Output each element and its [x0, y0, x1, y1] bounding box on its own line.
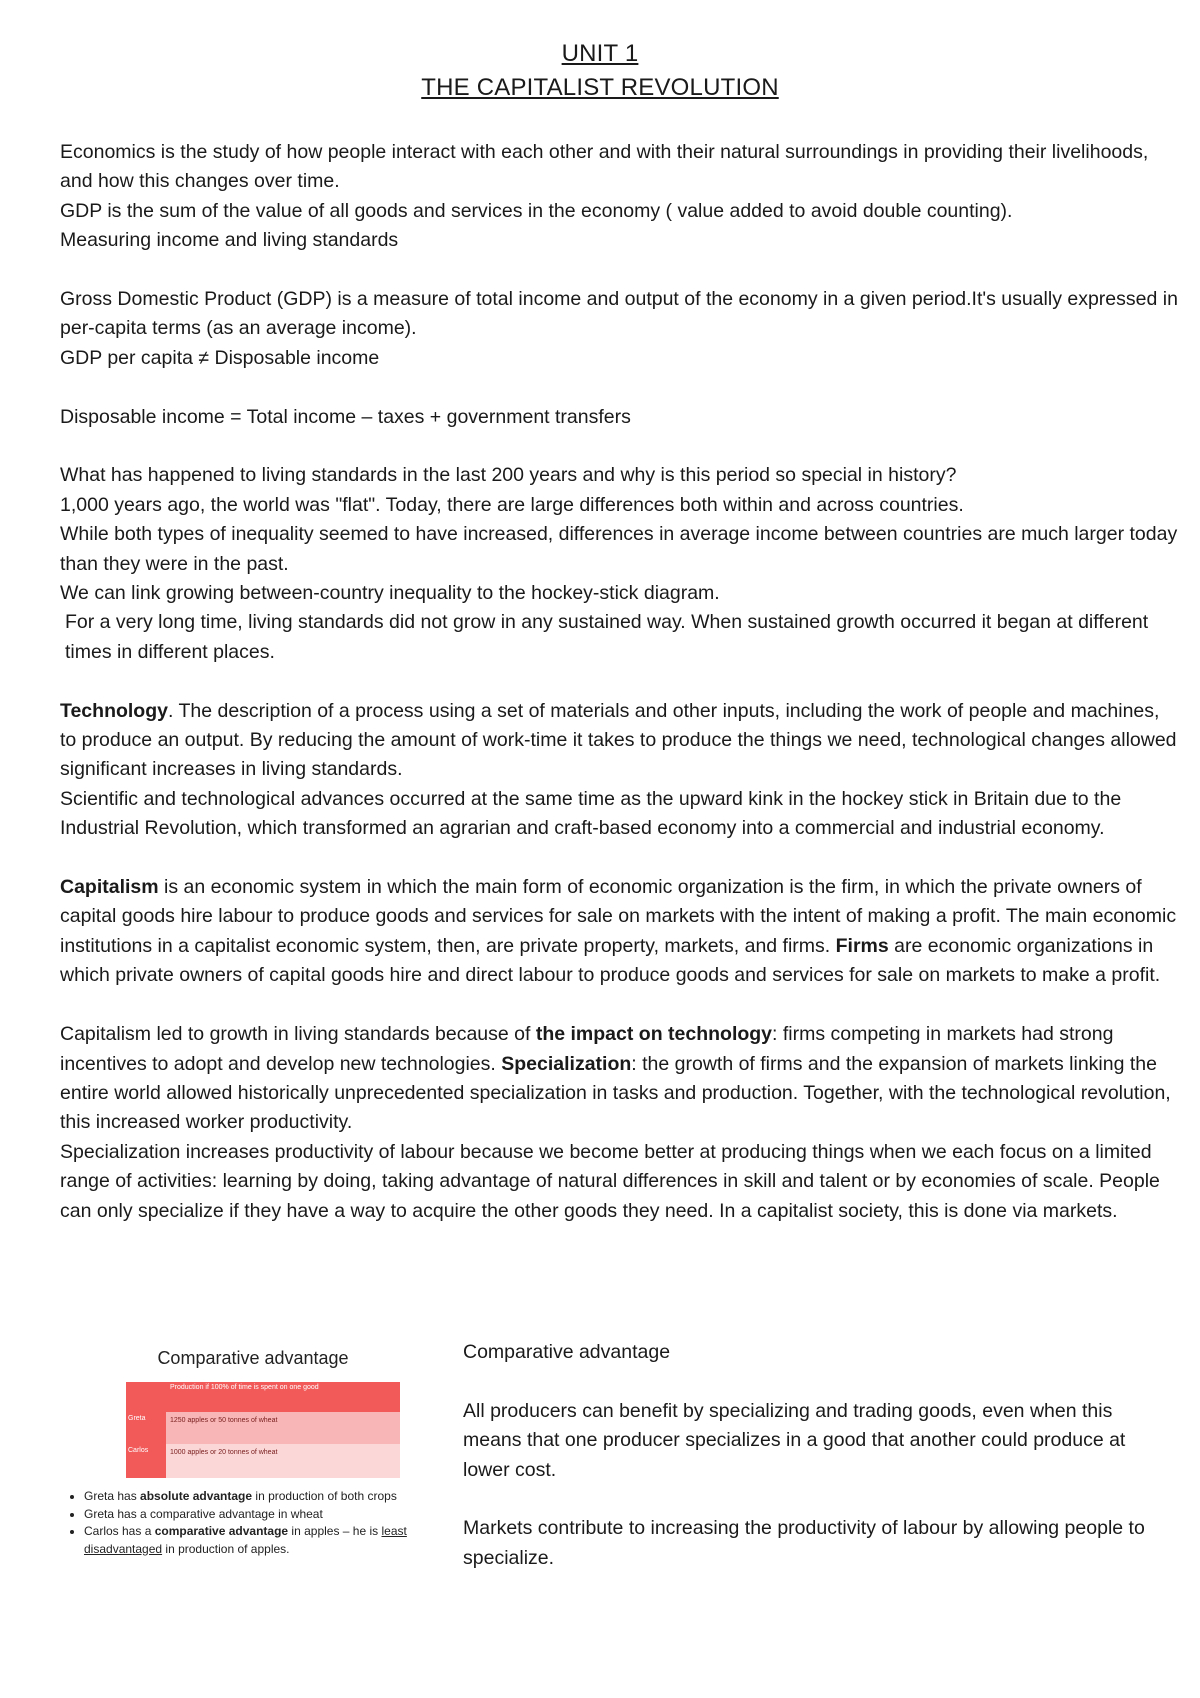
row-label-greta: Greta [128, 1415, 146, 1422]
capitalism-paragraph [60, 873, 1180, 991]
history-question: What has happened to living standards in the last 200 years and why is this period so special in history? [60, 464, 957, 487]
bullet-text: in production of both crops [252, 1489, 397, 1503]
table-row-greta: 1250 apples or 50 tonnes of wheat [166, 1412, 400, 1444]
figure-table [126, 1382, 426, 1480]
specialization-term: Specialization [501, 1052, 632, 1075]
technology-definition: . The description of a process using a set of materials and other inputs, including the work of people and machines, to produce an output. By reducing the amount of work-time it takes to produce the things we need, technological changes allowed significant increases in living standards. [60, 699, 1177, 781]
growth-text-a: Capitalism led to growth in living standards because of [60, 1023, 536, 1046]
growth-text-c: : firms competing in markets had strong incentives to adopt and develop new technologies. [60, 1023, 1114, 1075]
bullet-bold: comparative advantage [154, 1524, 289, 1538]
comparative-advantage-notes [463, 1338, 1163, 1573]
bullet-item [84, 1523, 464, 1558]
firms-term: Firms [835, 934, 889, 957]
economics-definition: Economics is the study of how people interact with each other and with their natural surroundings in providing their livelihoods, and how this changes over time. [60, 141, 1149, 193]
page-title: THE CAPITALIST REVOLUTION [421, 74, 779, 101]
table-header: Production if 100% of time is spent on one good [166, 1382, 400, 1412]
figure-bullets [66, 1488, 464, 1558]
bullet-item [84, 1488, 464, 1506]
impact-on-technology-term: the impact on technology [535, 1023, 773, 1046]
bullet-text: in production of apples. [162, 1541, 290, 1556]
main-text [60, 138, 1180, 1226]
comparative-advantage-figure [66, 1336, 440, 1572]
bullet-text: Greta has [84, 1489, 141, 1503]
firms-definition: are economic organizations in which private owners of capital goods hire and direct labour to produce goods and services for sale on markets to make a profit. [60, 934, 1161, 987]
side-p1: All producers can benefit by specializing and trading goods, even when this means that one producer specializes in a good that another could produce at lower cost. [463, 1399, 1126, 1481]
gdp-per-capita: GDP per capita ≠ Disposable income [60, 346, 380, 369]
row-label-carlos: Carlos [128, 1447, 149, 1454]
growth-paragraph [60, 1020, 1180, 1138]
side-heading: Comparative advantage [463, 1341, 671, 1363]
table-row-label-cell [126, 1412, 166, 1444]
technology-paragraph [60, 697, 1180, 785]
disposable-income-formula: Disposable income = Total income – taxes + government transfers [60, 405, 631, 428]
side-p2: Markets contribute to increasing the productivity of labour by allowing people to specialize. [463, 1517, 1145, 1569]
bullet-text: Carlos has a [84, 1524, 155, 1538]
capitalism-term: Capitalism [60, 876, 159, 899]
measuring-heading: Measuring income and living standards [60, 229, 399, 252]
gdp-paragraph: Gross Domestic Product (GDP) is a measure of total income and output of the economy in a given period.It's usually expressed in per-capita terms (as an average income). [60, 288, 1178, 340]
bullet-bold: absolute advantage [140, 1489, 253, 1503]
figure-title: Comparative advantage [157, 1348, 349, 1368]
growth-text-e: : the growth of firms and the expansion of markets linking the entire world allowed historically unprecedented specialization in tasks and production. Together, with the technological revolution, this increased worker productivity. [60, 1052, 1171, 1134]
history-p4: For a very long time, living standards did not grow in any sustained way. When sustained growth occurred it began at different times in different places. [65, 611, 1149, 663]
history-p3: We can link growing between-country inequality to the hockey-stick diagram. [60, 582, 720, 605]
table-header-corner [126, 1382, 166, 1412]
history-p1: 1,000 years ago, the world was "flat". Today, there are large differences both within and across countries. [60, 493, 964, 516]
specialization-paragraph: Specialization increases productivity of labour because we become better at producing things when we each focus on a limited range of activities: learning by doing, taking advantage of natural differences in skill and talent or by economies of scale. People can only specialize if they have a way to acquire the other goods they need. In a capitalist society, this is done via markets. [60, 1140, 1160, 1222]
unit-heading: UNIT 1 [561, 40, 639, 67]
gdp-definition: GDP is the sum of the value of all goods and services in the economy ( value added to avoid double counting). [60, 199, 1013, 222]
bullet-item: • Greta has a comparative advantage in wheat [84, 1506, 464, 1524]
table-row-carlos: 1000 apples or 20 tonnes of wheat [166, 1444, 400, 1478]
bullet-underlined: least disadvantaged [84, 1524, 407, 1556]
technology-term: Technology [60, 699, 168, 722]
history-p2: While both types of inequality seemed to have increased, differences in average income between countries are much larger today than they were in the past. [60, 523, 1178, 575]
bullet-text: in apples – he is [288, 1524, 382, 1538]
capitalism-definition: is an economic system in which the main form of economic organization is the firm, in which the private owners of capital goods hire labour to produce goods and services for sale on markets with the intent of making a profit. The main economic institutions in a capitalist economic system, then, are private property, markets, and firms. [60, 876, 1177, 957]
table-row-label-cell [126, 1444, 166, 1478]
technology-p2: Scientific and technological advances occurred at the same time as the upward kink in the hockey stick in Britain due to the Industrial Revolution, which transformed an agrarian and craft-based economy into a commercial and industrial economy. [60, 787, 1122, 840]
